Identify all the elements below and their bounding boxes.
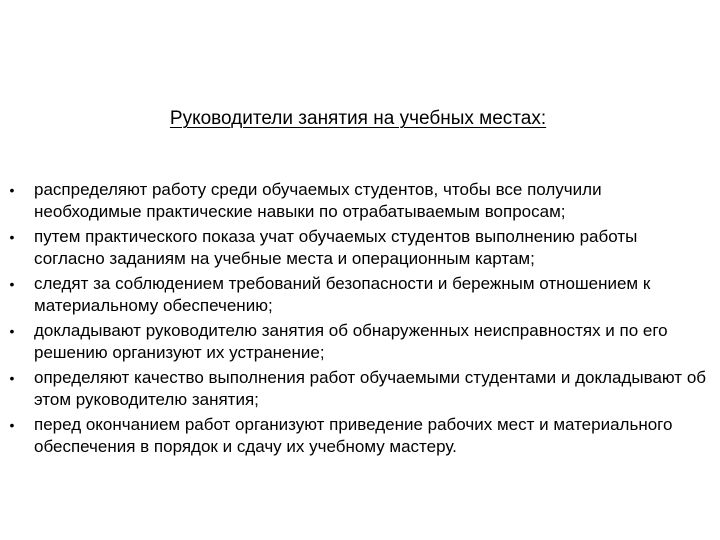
slide-title: Руководители занятия на учебных местах: [169, 108, 547, 129]
bullet-text: перед окончанием работ организуют приведение рабочих мест и материального обеспечения в порядок и сдачу их учебному мастеру. [34, 415, 673, 456]
bullet-item [0, 179, 720, 223]
bullet-item [0, 367, 720, 411]
bullet-item [0, 273, 720, 317]
bullet-item [0, 226, 720, 270]
bullet-dot-icon: • [9, 370, 15, 386]
bullet-item [0, 320, 720, 364]
bullet-dot-icon: • [9, 323, 15, 339]
bullet-text: распределяют работу среди обучаемых студентов, чтобы все получили необходимые практические навыки по отрабатываемым вопросам; [34, 180, 602, 221]
bullet-dot-icon: • [9, 276, 15, 292]
bullet-item [0, 414, 720, 458]
bullet-text: докладывают руководителю занятия об обнаруженных неисправностях и по его решению организуют их устранение; [34, 321, 668, 362]
bullet-text: определяют качество выполнения работ обучаемыми студентами и докладывают об этом руководителю занятия; [34, 368, 707, 409]
bullet-dot-icon: • [9, 417, 15, 433]
bullet-list [0, 179, 720, 461]
bullet-dot-icon: • [9, 229, 15, 245]
bullet-text: путем практического показа учат обучаемых студентов выполнению работы согласно заданиям на учебные места и операционным картам; [34, 227, 638, 268]
bullet-dot-icon: • [9, 182, 15, 198]
bullet-text: следят за соблюдением требований безопасности и бережным отношением к материальному обеспечению; [34, 274, 651, 315]
